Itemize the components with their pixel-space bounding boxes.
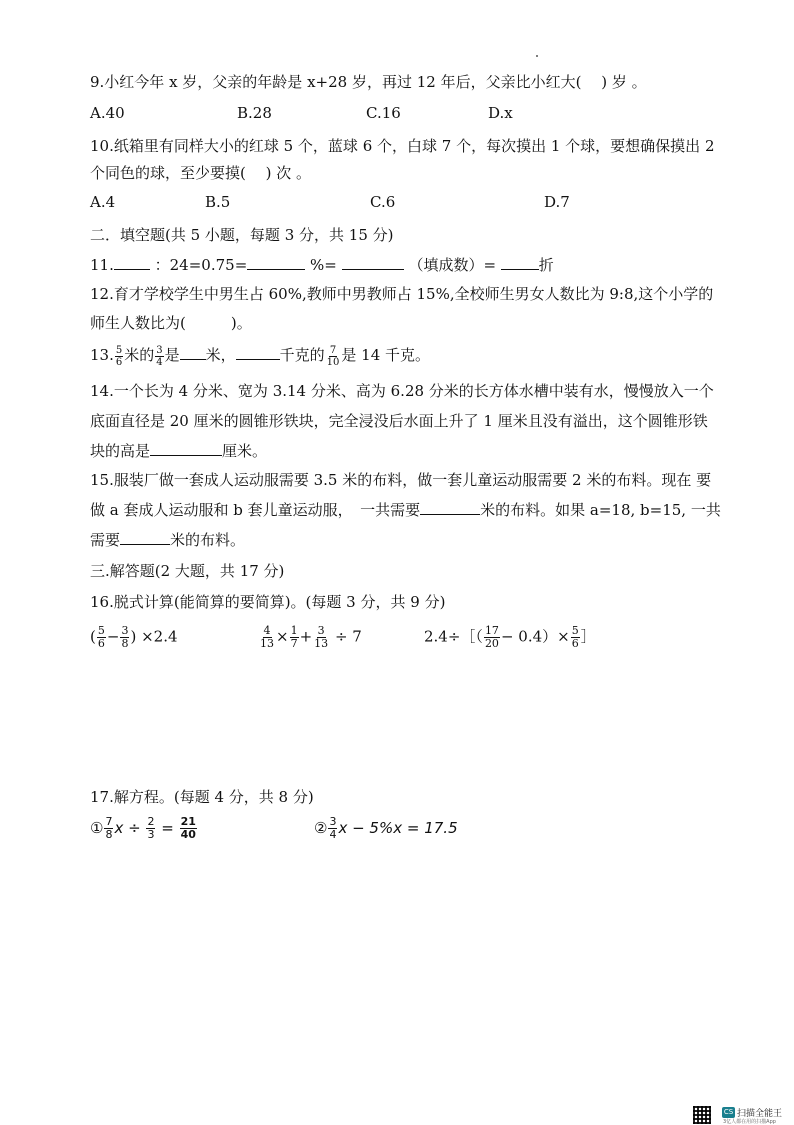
- q13-blank-1: [180, 344, 206, 360]
- q11-part4: 折: [538, 256, 554, 274]
- q11: [90, 254, 554, 275]
- q17-equation-2: [314, 816, 458, 841]
- q16-e3-f1-denominator: 20: [484, 637, 499, 650]
- q13-fraction-2: [155, 345, 163, 368]
- q9-text: 9.小红今年 x 岁，父亲的年龄是 x+28 岁，再过 12 年后，父亲比小红大( ) 岁 。: [90, 73, 647, 91]
- q16-e1-fraction-1: [97, 625, 106, 650]
- q11-blank-1: [114, 254, 150, 270]
- q13-fraction-1-denominator: 6: [115, 356, 123, 368]
- q16-e2-f2-numerator: 1: [290, 624, 298, 637]
- q14-line1: 14.一个长为 4 分米、宽为 3.14 分米、高为 6.28 分米的长方体水槽中装有水，慢慢放入一个: [90, 382, 714, 400]
- q17-e2-f1-numerator: 3: [329, 815, 337, 828]
- q16-e1-f1-numerator: 5: [97, 624, 105, 637]
- q13-fraction-2-numerator: 3: [156, 344, 163, 356]
- q15-blank-2: [120, 529, 170, 545]
- q16-e2-f1-denominator: 13: [260, 637, 274, 650]
- q15-line2: [90, 499, 721, 520]
- q16-e3-close-bracket: ］: [580, 627, 596, 646]
- q15-line3-head: 需要: [90, 531, 121, 549]
- q9-option-b: B.28: [237, 104, 272, 122]
- q10-line2: 个同色的球，至少要摸( ) 次 。: [90, 164, 312, 182]
- q16-e2-plus: +: [299, 627, 313, 646]
- q17-e1-f1-numerator: 7: [105, 815, 113, 828]
- q16-e3-f1-numerator: 17: [484, 624, 499, 637]
- q15-blank-1: [420, 499, 480, 515]
- q16-e2-f2-denominator: 7: [290, 637, 298, 650]
- q16-e2-fraction-2: [290, 625, 299, 650]
- q16-e1-close-paren: ): [130, 627, 137, 646]
- q13-text-3: 米，: [205, 346, 236, 364]
- q13-label: 13.: [90, 346, 114, 364]
- q16-e1-minus: −: [106, 627, 120, 646]
- section2-title: 二．填空题(共 5 小题，每题 3 分，共 15 分): [90, 226, 394, 244]
- q16-e2-f3-numerator: 3: [317, 624, 325, 637]
- q10-option-d: D.7: [544, 193, 570, 211]
- q12-line1: 12.育才学校学生中男生占 60%,教师中男教师占 15%,全校师生男女人数比为 9:8,这个小学的: [90, 285, 714, 303]
- camscanner-logo-icon: CS: [723, 1108, 734, 1116]
- q13-text-5: 是 14 千克。: [341, 346, 431, 364]
- q16-e3-head: 2.4÷［（: [424, 627, 483, 646]
- q16-expression-2: [258, 625, 362, 650]
- q16-e3-fraction-2: [571, 625, 580, 650]
- q11-part3: （填成数）=: [408, 256, 497, 274]
- q10-option-b: B.5: [205, 193, 231, 211]
- q13-text-4: 千克的: [279, 346, 325, 364]
- q17-e2-marker: ②: [314, 819, 328, 837]
- q17-e1-f2-denominator: 3: [147, 828, 155, 841]
- scan-speck: [536, 55, 538, 57]
- q17-e1-f3-denominator: 40: [180, 828, 196, 841]
- q17-e1-marker: ①: [90, 819, 104, 837]
- q17-e1-f1-denominator: 8: [105, 828, 113, 841]
- q16-e3-f2-numerator: 5: [571, 624, 579, 637]
- q17-e1-fraction-3: [180, 816, 197, 841]
- scanner-watermark: [693, 1106, 789, 1124]
- q17-e2-fraction-1: [328, 816, 337, 841]
- q14-line3-tail: 厘米。: [222, 442, 268, 460]
- q14-blank: [150, 440, 222, 456]
- q16-e1-f2-numerator: 3: [121, 624, 129, 637]
- q16-e2-fraction-1: [259, 625, 275, 650]
- q9-option-d: D.x: [488, 104, 513, 122]
- q17-equation-1: [90, 816, 198, 841]
- q13-blank-2: [236, 344, 280, 360]
- q11-blank-4: [501, 254, 539, 270]
- q15-line1: 15.服装厂做一套成人运动服需要 3.5 米的布料，做一套儿童运动服需要 2 米的布料。现在 要: [90, 471, 712, 489]
- q13-text-1: 米的: [124, 346, 155, 364]
- q17-e1-fraction-2: [146, 816, 155, 841]
- q16-e3-fraction-1: [484, 625, 500, 650]
- q16-e2-times: ×: [276, 627, 289, 646]
- q17-e1-f3-numerator: 21: [180, 815, 196, 828]
- q17-e1-equals: =: [161, 819, 174, 837]
- q15-line2-tail: 米的布料。如果 a=18, b=15, 一共: [480, 501, 721, 519]
- q13-fraction-3-denominator: 10: [326, 356, 340, 368]
- q13-fraction-3: [326, 345, 341, 368]
- q17-e2-f1-denominator: 4: [329, 828, 337, 841]
- q15-line3-tail: 米的布料。: [170, 531, 246, 549]
- section3-title: 三.解答题(2 大题，共 17 分): [90, 562, 285, 580]
- q16-e2-fraction-3: [313, 625, 329, 650]
- q17-e1-f2-numerator: 2: [147, 815, 155, 828]
- q16-e1-f1-denominator: 6: [97, 637, 105, 650]
- q16-e2-f3-denominator: 13: [314, 637, 329, 650]
- q10-option-a: A.4: [90, 193, 116, 211]
- q10-option-c: C.6: [370, 193, 396, 211]
- q17-title: 17.解方程。(每题 4 分，共 8 分): [90, 788, 314, 806]
- q15-line3: [90, 529, 245, 550]
- q16-e1-f2-denominator: 8: [121, 637, 129, 650]
- q17-e1-x-div: x ÷: [114, 819, 141, 837]
- q13-fraction-2-denominator: 4: [156, 356, 163, 368]
- q17-e1-fraction-1: [104, 816, 113, 841]
- q10-line1: 10.纸箱里有同样大小的红球 5 个，蓝球 6 个，白球 7 个，每次摸出 1 个球，要想确保摸出 2: [90, 137, 715, 155]
- q12-line2: 师生人数比为( )。: [90, 314, 252, 332]
- q16-e3-mid: − 0.4）×: [500, 627, 570, 646]
- q16-title: 16.脱式计算(能简算的要简算)。(每题 3 分，共 9 分): [90, 593, 446, 611]
- q16-e2-tail: ÷ 7: [334, 627, 362, 646]
- q11-label: 11.: [90, 256, 114, 274]
- q16-e1-tail: ×2.4: [141, 627, 178, 646]
- q16-e1-open-paren: (: [90, 627, 96, 646]
- q16-e2-f1-numerator: 4: [263, 624, 271, 637]
- q11-blank-2: [247, 254, 305, 270]
- q13-fraction-1: [115, 345, 123, 368]
- q15-line2-head: 做 a 套成人运动服和 b 套儿童运动服， 一共需要: [90, 501, 421, 519]
- q11-blank-3: [342, 254, 404, 270]
- q16-e3-f2-denominator: 6: [571, 637, 579, 650]
- q13-fraction-1-numerator: 5: [115, 344, 123, 356]
- q13-fraction-3-numerator: 7: [329, 344, 337, 356]
- q14-line3-head: 块的高是: [90, 442, 151, 460]
- q11-part1: ：24=0.75=: [154, 256, 248, 274]
- q9-option-a: A.40: [90, 104, 125, 122]
- q16-expression-1: [90, 625, 178, 650]
- q16-expression-3: [424, 625, 596, 650]
- q17-e2-rest: x − 5%x = 17.5: [338, 819, 458, 837]
- q13: [90, 344, 430, 368]
- q13-text-2: 是: [164, 346, 180, 364]
- q11-part2: %=: [310, 256, 337, 274]
- q9-option-c: C.16: [366, 104, 401, 122]
- q14-line2: 底面直径是 20 厘米的圆锥形铁块，完全浸没后水面上升了 1 厘米且没有溢出，这个圆锥形铁: [90, 412, 708, 430]
- qr-code-icon: [693, 1106, 711, 1124]
- q16-e1-fraction-2: [120, 625, 129, 650]
- scanner-tagline: 3亿人都在用的扫描App: [723, 1119, 776, 1125]
- scanner-name: 扫描全能王: [737, 1109, 783, 1119]
- q14-line3: [90, 440, 267, 461]
